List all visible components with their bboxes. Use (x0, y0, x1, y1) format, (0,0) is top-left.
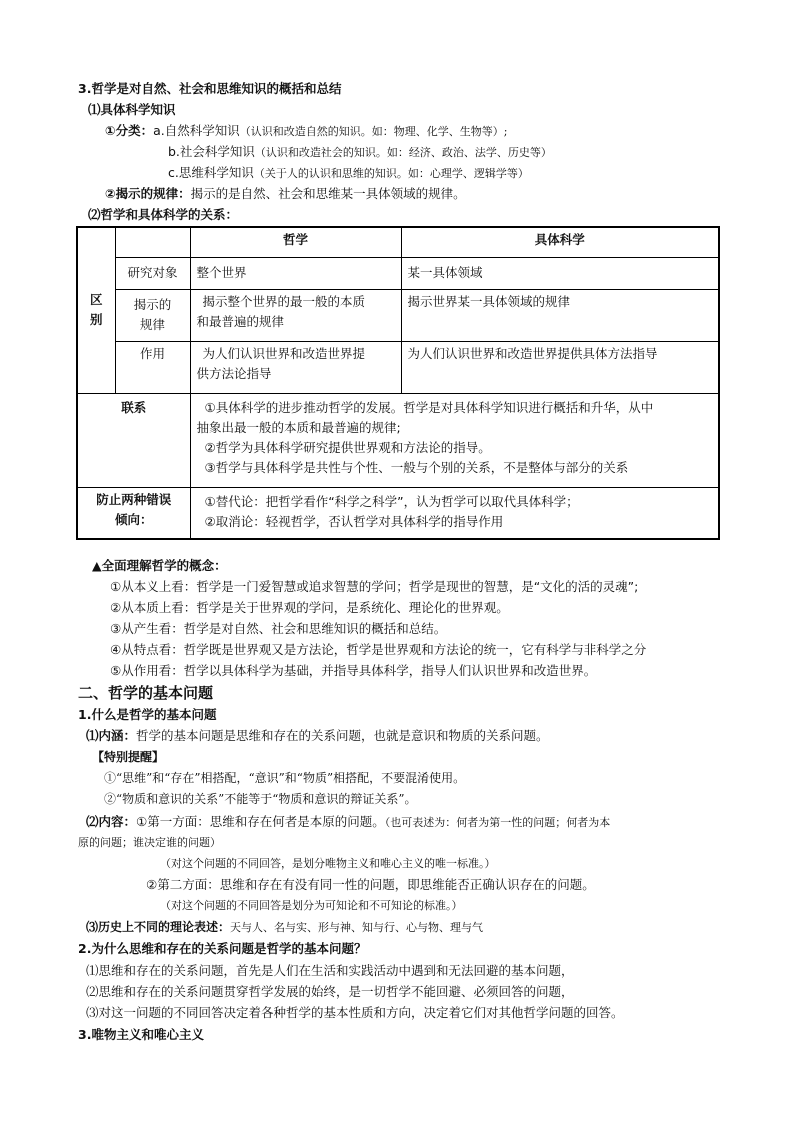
row3-label: 作用 (115, 341, 190, 393)
table-row (77, 257, 719, 289)
table-header-row (77, 227, 719, 257)
row3-science: 为人们认识世界和改造世界提供具体方法指导 (401, 341, 719, 393)
q1-content-b-note: （对这个问题的不同回答是划分为可知论和不可知论的标准。） (160, 899, 463, 912)
classify-line-c (168, 164, 529, 183)
link-2: ②哲学为具体科学研究提供世界观和方法论的指导。 (204, 439, 491, 455)
row1-science: 某一具体领域 (401, 257, 719, 289)
subsection-2-title: ⑵哲学和具体科学的关系： (88, 207, 239, 222)
link-3: ③哲学与具体科学是共性与个性、一般与个别的关系，不是整体与部分的关系 (204, 459, 629, 475)
classify-line-a (105, 122, 507, 141)
classify-label: ①分类： (105, 123, 154, 138)
special-tip-title: 【特别提醒】 (92, 750, 165, 764)
classify-a: a.自然科学知识 (153, 123, 240, 138)
header-science: 具体科学 (401, 227, 719, 257)
q1-history-line: ⑶历史上不同的理论表述：天与人、名与实、形与神、知与行、心与物、理与气 (86, 920, 484, 934)
law-line (105, 185, 466, 203)
q2-reason-3: ⑶对这一问题的不同回答决定着各种哲学的基本性质和方向，决定着它们对其他哲学问题的回答。 (86, 1005, 624, 1020)
classify-line-b (168, 143, 552, 162)
law-text: 揭示的是自然、社会和思维某一具体领域的规律。 (190, 186, 466, 201)
q1-connotation: ⑴内涵：哲学的基本问题是思维和存在的关系问题，也就是意识和物质的关系问题。 (86, 728, 549, 743)
row2-science: 揭示世界某一具体领域的规律 (401, 289, 719, 341)
diff-label-cell: 区 别 (77, 227, 115, 393)
error-1: ①替代论：把哲学看作“科学之科学”，认为哲学可以取代具体科学； (204, 493, 579, 509)
q2-reason-1: ⑴思维和存在的关系问题，首先是人们在生活和实践活动中遇到和无法回避的基本问题， (86, 963, 574, 978)
header-philosophy: 哲学 (190, 227, 401, 257)
question-2-title: 2.为什么思维和存在的关系问题是哲学的基本问题？ (78, 941, 367, 956)
link-1b: 抽象出最一般的本质和最普遍的规律; (196, 419, 401, 435)
classify-b-note: （认识和改造社会的知识。如：经济、政治、法学、历史等） (254, 146, 552, 159)
classify-a-note: （认识和改造自然的知识。如：物理、化学、生物等）; (239, 125, 508, 138)
concept-title: ▲全面理解哲学的概念： (92, 558, 227, 573)
header-empty-cell (115, 227, 190, 257)
table-row (77, 289, 719, 341)
q1-content-line: ⑵内容：①第一方面：思维和存在何者是本原的问题。（也可表述为：何者为第一性的问题；何者为本 (86, 814, 611, 829)
classify-c: c.思维科学知识 (168, 165, 254, 180)
tip-1: ①“思维”和“存在”相搭配，“意识”和“物质”相搭配，不要混淆使用。 (104, 771, 466, 785)
error-label: 防止两种错误 倾向： (77, 487, 190, 539)
tip-2: ②“物质和意识的关系”不能等于“物质和意识的辩证关系”。 (104, 792, 417, 806)
concept-5: ⑤从作用看：哲学以具体科学为基础，并指导具体科学，指导人们认识世界和改造世界。 (110, 663, 597, 678)
question-1-title: 1.什么是哲学的基本问题 (78, 707, 217, 722)
classify-b: b.社会科学知识 (168, 144, 255, 159)
link-content (190, 393, 719, 487)
row2-label: 揭示的 规律 (115, 289, 190, 341)
link-1a: ①具体科学的进步推动哲学的发展。哲学是对具体科学知识进行概括和升华，从中 (204, 399, 654, 415)
concept-3: ③从产生看：哲学是对自然、社会和思维知识的概括和总结。 (110, 621, 447, 636)
section-3-title: 3.哲学是对自然、社会和思维知识的概括和总结 (78, 81, 342, 96)
concept-1: ①从本义上看：哲学是一门爱智慧或追求智慧的学问；哲学是现世的智慧，是“文化的活的灵魂”; (110, 579, 639, 594)
q1-content-note-3: （对这个问题的不同回答，是划分唯物主义和唯心主义的唯一标准。） (160, 857, 496, 870)
error-content (190, 487, 719, 539)
table-link-row (77, 393, 719, 487)
link-label: 联系 (77, 393, 190, 487)
q1-content-note-2: 原的问题；谁决定谁的问题） (78, 836, 221, 849)
classify-c-note: （关于人的认识和思维的知识。如：心理学、逻辑学等） (253, 167, 529, 180)
q1-content-b: ②第二方面：思维和存在有没有同一性的问题，即思维能否正确认识存在的问题。 (146, 877, 595, 892)
q2-reason-2: ⑵思维和存在的关系问题贯穿哲学发展的始终，是一切哲学不能回避、必须回答的问题， (86, 984, 574, 999)
concept-2: ②从本质上看：哲学是关于世界观的学问，是系统化、理论化的世界观。 (110, 600, 509, 615)
comparison-table (76, 226, 720, 540)
table-row (77, 341, 719, 393)
row1-philosophy: 整个世界 (190, 257, 401, 289)
table-error-row (77, 487, 719, 539)
concept-4: ④从特点看：哲学既是世界观又是方法论，哲学是世界观和方法论的统一，它有科学与非科学之分 (110, 642, 647, 657)
law-label: ②揭示的规律： (105, 186, 191, 201)
part-2-title: 二、哲学的基本问题 (78, 684, 214, 702)
row2-philosophy: 揭示整个世界的最一般的本质 和最普遍的规律 (190, 289, 401, 341)
row3-philosophy: 为人们认识世界和改造世界提 供方法论指导 (190, 341, 401, 393)
row1-label: 研究对象 (115, 257, 190, 289)
error-2: ②取消论：轻视哲学，否认哲学对具体科学的指导作用 (204, 513, 504, 529)
question-3-title: 3.唯物主义和唯心主义 (78, 1027, 204, 1042)
subsection-1-title: ⑴具体科学知识 (88, 102, 176, 117)
